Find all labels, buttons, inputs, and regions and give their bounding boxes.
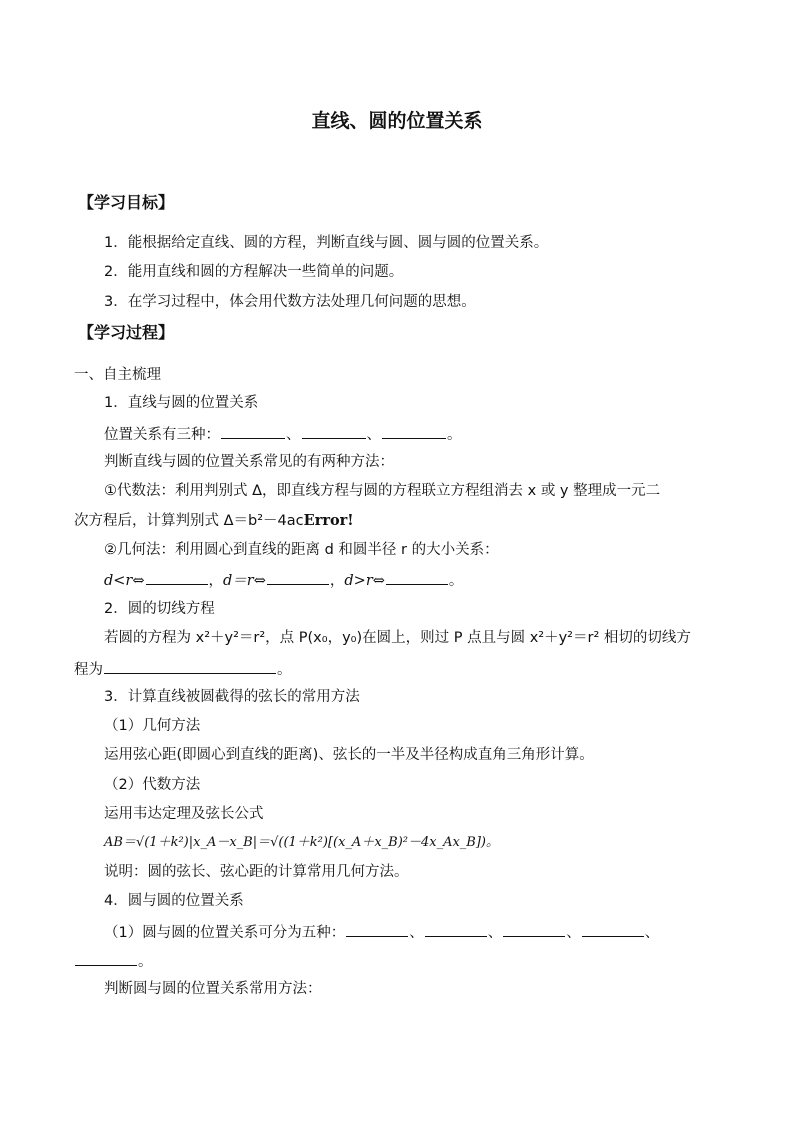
blank-6 xyxy=(386,569,448,585)
blank-12 xyxy=(75,950,137,966)
relations-label: 位置关系有三种： xyxy=(104,427,220,443)
section1-title: 1．直线与圆的位置关系 xyxy=(104,395,259,411)
section3-note: 说明：圆的弦长、弦心距的计算常用几何方法。 xyxy=(104,864,409,880)
blank-10 xyxy=(503,921,565,937)
section4-a-cont: 。 xyxy=(74,950,153,972)
objective-item-1: 1．能根据给定直线、圆的方程，判断直线与圆、圆与圆的位置关系。 xyxy=(104,235,549,251)
section1-methods: 判断直线与圆的位置关系常见的有两种方法： xyxy=(104,454,394,470)
section2-title: 2．圆的切线方程 xyxy=(104,601,215,617)
section3-geo: （1）几何方法 xyxy=(104,718,201,734)
section4-a-label: （1）圆与圆的位置关系可分为五种： xyxy=(104,925,346,941)
geometry-relations: d<r⇔ ，d＝r⇔ ，d>r⇔ 。 xyxy=(104,569,463,591)
error-text: Error! xyxy=(303,512,354,529)
tangent-line-a: 若圆的方程为 x²＋y²＝r²，点 P(x₀，y₀)在圆上，则过 P 点且与圆 x²＋y²＝r² 相切的切线方 xyxy=(104,630,691,646)
page-title: 直线、圆的位置关系 xyxy=(311,110,483,132)
algebra-method-b xyxy=(74,511,354,531)
blank-2 xyxy=(302,423,366,439)
blank-3 xyxy=(382,423,446,439)
tangent-label: 程为 xyxy=(74,662,103,678)
section3-title: 3．计算直线被圆截得的弦长的常用方法 xyxy=(104,689,360,705)
section1-relations: 位置关系有三种： 、 、 。 xyxy=(104,423,462,445)
geo-eq: d＝r⇔ xyxy=(223,573,266,589)
geo-gt: d>r⇔ xyxy=(344,573,385,589)
blank-1 xyxy=(221,423,285,439)
algebra-text: 次方程后，计算判别式 Δ＝b²－4ac xyxy=(74,513,304,529)
section4-title: 4．圆与圆的位置关系 xyxy=(104,893,244,909)
section3-alg: （2）代数方法 xyxy=(104,777,201,793)
tangent-line-b: 程为 。 xyxy=(74,658,292,680)
geometry-method: ②几何法：利用圆心到直线的距离 d 和圆半径 r 的大小关系： xyxy=(104,542,499,558)
part1-label: 一、自主梳理 xyxy=(74,367,161,383)
section3-geo-desc: 运用弦心距(即圆心到直线的距离)、弦长的一半及半径构成直角三角形计算。 xyxy=(104,747,594,763)
algebra-method-a: ①代数法：利用判别式 Δ，即直线方程与圆的方程联立方程组消去 x 或 y 整理成一元二 xyxy=(104,483,661,499)
process-heading: 【学习过程】 xyxy=(78,323,175,342)
chord-formula: AB＝√(1＋k²)|x_A－x_B|＝√((1＋k²)[(x_A＋x_B)²－4x_Ax_B])。 xyxy=(104,835,500,850)
section3-alg-desc: 运用韦达定理及弦长公式 xyxy=(104,806,264,822)
geo-lt: d<r⇔ xyxy=(104,573,145,589)
blank-11 xyxy=(582,921,644,937)
section4-methods: 判断圆与圆的位置关系常用方法： xyxy=(104,981,322,997)
objective-item-3: 3．在学习过程中，体会用代数方法处理几何问题的思想。 xyxy=(104,294,476,310)
objectives-heading: 【学习目标】 xyxy=(78,193,175,212)
blank-5 xyxy=(267,569,329,585)
section4-a: （1）圆与圆的位置关系可分为五种： 、 、 、 、 xyxy=(104,921,659,943)
blank-7 xyxy=(104,658,276,674)
blank-9 xyxy=(425,921,487,937)
objective-item-2: 2．能用直线和圆的方程解决一些简单的问题。 xyxy=(104,264,404,280)
blank-8 xyxy=(346,921,408,937)
blank-4 xyxy=(146,569,208,585)
